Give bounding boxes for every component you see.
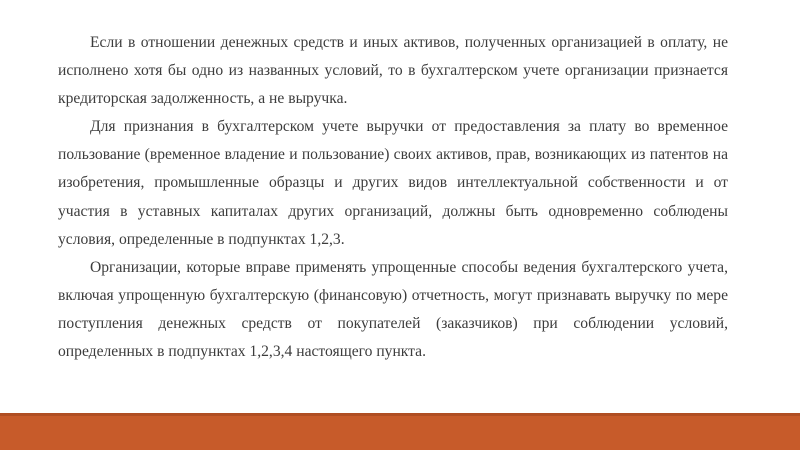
paragraph-revenue-condition: Если в отношении денежных средств и иных активов, полученных организацией в оплату, не исполнено хотя бы одно из названных условий, то в бухгалтерском учете организации признается кредиторская задолженность, а не выручка. (58, 34, 728, 108)
paragraph-revenue-recognition-conditions: Для признания в бухгалтерском учете выручки от предоставления за плату во временное пользование (временное владение и пользование) своих активов, прав, возникающих из патентов на изобретения, промышленные образцы и других видов интеллектуальной собственности и от участия в уставных капиталах других организаций, должны быть одновременно соблюдены условия, определенные в подпунктах 1,2,3. (58, 118, 728, 248)
slide-body-text (58, 29, 728, 366)
footer-band-edge (0, 413, 800, 416)
footer-accent-band (0, 413, 800, 450)
paragraph-simplified-accounting: Организации, которые вправе применять упрощенные способы ведения бухгалтерского учета, включая упрощенную бухгалтерскую (финансовую) отчетность, могут признавать выручку по мере поступления денежных средств от покупателей (заказчиков) при соблюдении условий, определенных в подпунктах 1,2,3,4 настоящего пункта. (58, 258, 728, 361)
